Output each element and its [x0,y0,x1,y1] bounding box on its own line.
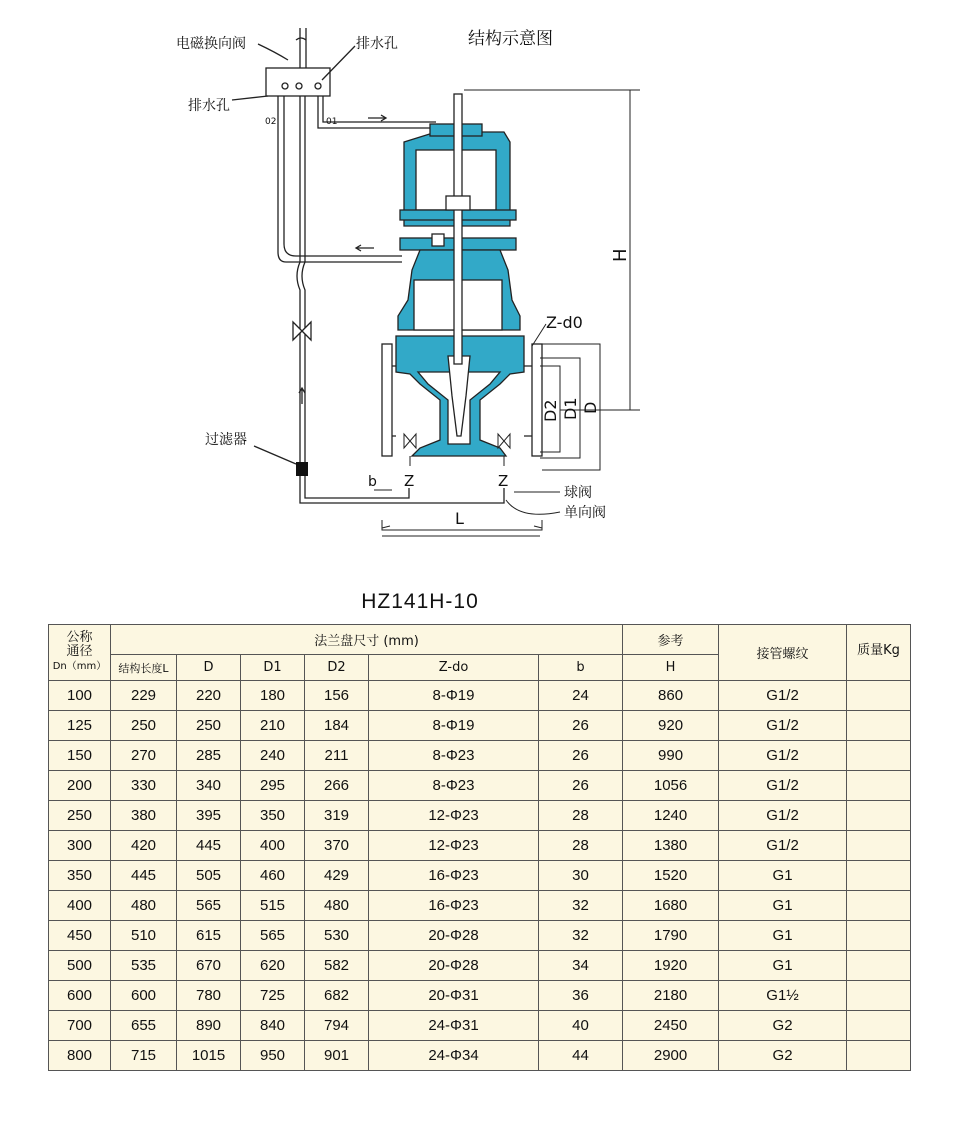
cell-h: 860 [623,681,719,711]
cell-l: 250 [111,711,177,741]
cell-dn: 400 [49,891,111,921]
cell-dn: 700 [49,1011,111,1041]
cell-d: 340 [177,771,241,801]
cell-zdo: 20-Φ31 [369,981,539,1011]
cell-dn: 300 [49,831,111,861]
table-row [49,681,911,711]
cell-d2: 794 [305,1011,369,1041]
cell-dn: 350 [49,861,111,891]
cell-dn: 500 [49,951,111,981]
drain-hole-top-label: 排水孔 [356,36,398,52]
cell-zdo: 12-Φ23 [369,831,539,861]
cell-h: 990 [623,741,719,771]
cell-d2: 370 [305,831,369,861]
cell-dn: 800 [49,1041,111,1071]
cell-d2: 480 [305,891,369,921]
cell-mass [847,861,911,891]
cell-thread: G1½ [719,981,847,1011]
cell-l: 270 [111,741,177,771]
cell-thread: G1 [719,891,847,921]
cell-thread: G1 [719,861,847,891]
flange-group-header: 法兰盘尺寸 (mm) [111,625,623,655]
table-row [49,1041,911,1071]
cell-d: 1015 [177,1041,241,1071]
cell-l: 480 [111,891,177,921]
cell-d: 250 [177,711,241,741]
cell-thread: G2 [719,1011,847,1041]
mass-header: 质量Kg [847,625,911,681]
cell-b: 26 [539,711,623,741]
cell-d1: 565 [241,921,305,951]
filter-element [296,462,308,476]
table-row [49,831,911,861]
cell-thread: G2 [719,1041,847,1071]
ball-valve-label: 球阀 [564,485,592,501]
cell-mass [847,891,911,921]
cell-l: 510 [111,921,177,951]
cell-h: 1790 [623,921,719,951]
cell-zdo: 16-Φ23 [369,861,539,891]
cell-mass [847,681,911,711]
dim-d1-label: D1 [561,397,580,420]
cell-mass [847,1041,911,1071]
cell-d1: 725 [241,981,305,1011]
cell-d1: 210 [241,711,305,741]
cell-thread: G1/2 [719,741,847,771]
col-header-d2: D2 [305,655,369,681]
cell-b: 26 [539,771,623,801]
table-row [49,951,911,981]
cell-d2: 582 [305,951,369,981]
cell-mass [847,831,911,861]
cell-d2: 901 [305,1041,369,1071]
cell-d2: 682 [305,981,369,1011]
model-number-title: HZ141H-10 [361,590,479,613]
cell-thread: G1 [719,921,847,951]
cell-l: 535 [111,951,177,981]
table-row [49,891,911,921]
cell-d: 220 [177,681,241,711]
cell-h: 2900 [623,1041,719,1071]
cell-zdo: 8-Φ19 [369,681,539,711]
cell-zdo: 16-Φ23 [369,891,539,921]
cell-mass [847,981,911,1011]
cell-l: 445 [111,861,177,891]
col-header-l: 结构长度L [111,655,177,681]
cell-d1: 350 [241,801,305,831]
cell-l: 715 [111,1041,177,1071]
cell-d2: 429 [305,861,369,891]
cell-mass [847,1011,911,1041]
cell-mass [847,801,911,831]
cell-zdo: 8-Φ23 [369,741,539,771]
cell-b: 28 [539,801,623,831]
cell-mass [847,771,911,801]
cell-d: 780 [177,981,241,1011]
cell-d1: 515 [241,891,305,921]
dim-l-label: L [455,509,464,528]
cell-d: 615 [177,921,241,951]
z-right-label: Z [498,472,509,490]
filter-label: 过滤器 [205,432,247,448]
cell-d: 285 [177,741,241,771]
cell-d2: 211 [305,741,369,771]
cell-dn: 250 [49,801,111,831]
cell-h: 1056 [623,771,719,801]
valve-structure-diagram [0,0,960,560]
cell-zdo: 24-Φ31 [369,1011,539,1041]
cell-dn: 125 [49,711,111,741]
cell-mass [847,951,911,981]
cell-mass [847,741,911,771]
cell-b: 32 [539,921,623,951]
col-header-d: D [177,655,241,681]
cell-d2: 156 [305,681,369,711]
cell-h: 1380 [623,831,719,861]
cell-d2: 319 [305,801,369,831]
dim-d2-label: D2 [541,399,560,422]
port-01-label: 01 [326,117,338,127]
cell-d2: 530 [305,921,369,951]
table-row [49,711,911,741]
cell-b: 40 [539,1011,623,1041]
cell-b: 28 [539,831,623,861]
spec-table-body [49,681,911,1071]
cell-mass [847,711,911,741]
port-02-label: 02 [265,117,277,127]
cell-l: 655 [111,1011,177,1041]
table-row [49,1011,911,1041]
dim-d-label: D [581,401,600,414]
col-header-d1: D1 [241,655,305,681]
cell-d: 890 [177,1011,241,1041]
cell-b: 32 [539,891,623,921]
col-header-h: H [623,655,719,681]
cell-h: 2180 [623,981,719,1011]
cell-thread: G1/2 [719,801,847,831]
drain-hole-left-label: 排水孔 [188,98,230,114]
cell-b: 34 [539,951,623,981]
cell-l: 420 [111,831,177,861]
col-header-zdo: Z-do [369,655,539,681]
cell-d1: 620 [241,951,305,981]
cell-b: 36 [539,981,623,1011]
cell-zdo: 8-Φ23 [369,771,539,801]
cell-zdo: 12-Φ23 [369,801,539,831]
dim-h-label: H [610,248,631,262]
table-row [49,741,911,771]
diagram-title: 结构示意图 [468,29,553,49]
cell-dn: 150 [49,741,111,771]
cell-thread: G1/2 [719,771,847,801]
cell-thread: G1/2 [719,711,847,741]
cell-l: 600 [111,981,177,1011]
cell-l: 380 [111,801,177,831]
cell-d: 565 [177,891,241,921]
cell-l: 229 [111,681,177,711]
cell-d1: 180 [241,681,305,711]
cell-d1: 840 [241,1011,305,1041]
cell-d1: 460 [241,861,305,891]
cell-l: 330 [111,771,177,801]
cell-zdo: 8-Φ19 [369,711,539,741]
table-row [49,981,911,1011]
cell-h: 1240 [623,801,719,831]
cell-d: 505 [177,861,241,891]
solenoid-valve-box [266,68,330,96]
cell-h: 1680 [623,891,719,921]
cell-d: 395 [177,801,241,831]
dn-header: 公称 通径 Dn（mm） [49,625,111,681]
cell-mass [847,921,911,951]
cell-d1: 295 [241,771,305,801]
cell-zdo: 24-Φ34 [369,1041,539,1071]
dim-b-label: b [368,474,377,490]
cell-b: 24 [539,681,623,711]
cell-d1: 950 [241,1041,305,1071]
table-row [49,921,911,951]
col-header-b: b [539,655,623,681]
cell-thread: G1/2 [719,681,847,711]
cell-h: 1520 [623,861,719,891]
cell-d1: 400 [241,831,305,861]
cell-d2: 184 [305,711,369,741]
cell-b: 30 [539,861,623,891]
thread-header: 接管螺纹 [719,625,847,681]
cell-d1: 240 [241,741,305,771]
cell-dn: 200 [49,771,111,801]
solenoid-valve-label: 电磁换向阀 [176,36,246,52]
cell-zdo: 20-Φ28 [369,921,539,951]
cell-h: 2450 [623,1011,719,1041]
z-d0-label: Z-d0 [546,313,583,332]
cell-b: 26 [539,741,623,771]
table-row [49,801,911,831]
z-left-label: Z [404,472,415,490]
cell-dn: 100 [49,681,111,711]
cell-thread: G1 [719,951,847,981]
table-row [49,861,911,891]
table-row [49,771,911,801]
cell-b: 44 [539,1041,623,1071]
cell-d: 445 [177,831,241,861]
spec-table [48,624,911,1071]
cell-dn: 450 [49,921,111,951]
cell-zdo: 20-Φ28 [369,951,539,981]
check-valve-label: 单向阀 [564,505,606,521]
cell-thread: G1/2 [719,831,847,861]
cell-h: 920 [623,711,719,741]
cell-dn: 600 [49,981,111,1011]
cell-h: 1920 [623,951,719,981]
ref-group-header: 参考 [623,625,719,655]
cell-d2: 266 [305,771,369,801]
cell-d: 670 [177,951,241,981]
